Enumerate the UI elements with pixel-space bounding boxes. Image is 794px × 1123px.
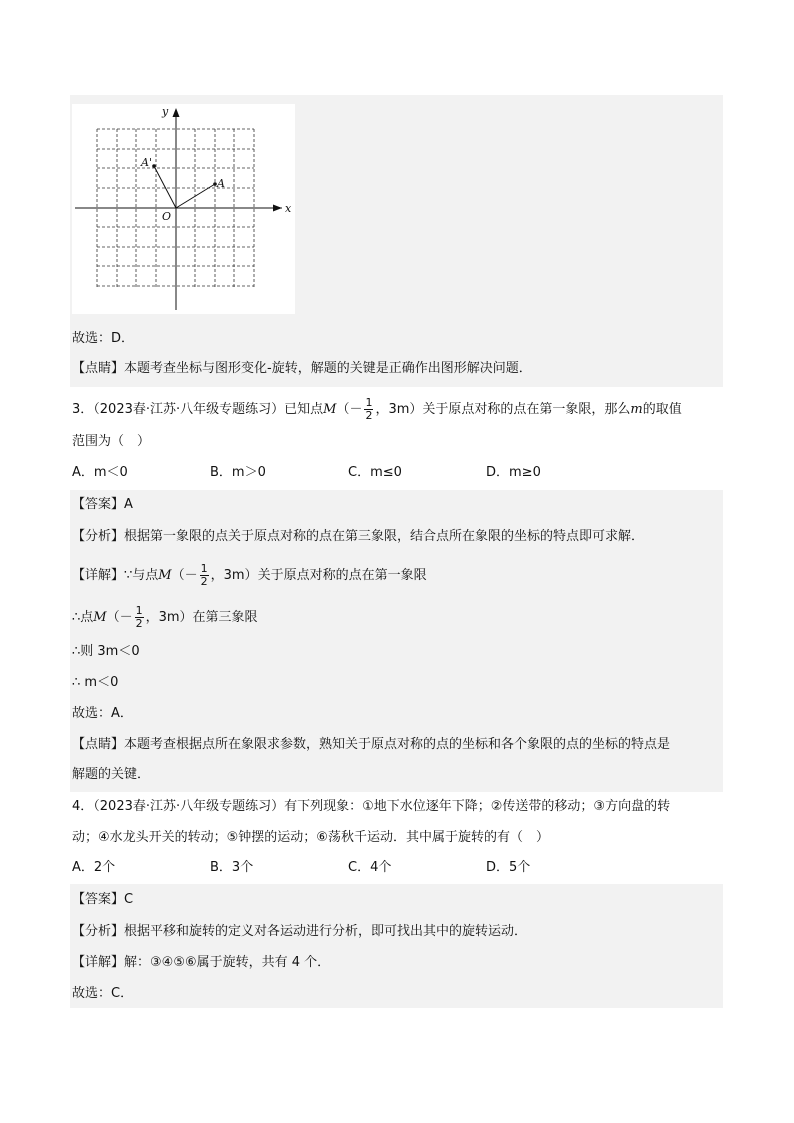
q3-fraction <box>364 397 373 422</box>
detail-tag: 【详解】 <box>72 955 125 970</box>
q3-coord2: ，3m） <box>375 402 423 417</box>
detail-paren: （－ <box>171 568 198 583</box>
q3-option-d: D．m≥0 <box>486 465 541 480</box>
step2-fraction <box>135 605 144 630</box>
segment-OA <box>176 184 215 208</box>
q3-analysis <box>72 527 644 547</box>
point-A-prime-label: A' <box>141 156 152 169</box>
q4-option-c: C．4个 <box>348 860 392 875</box>
q4-option-a: A．2个 <box>72 860 116 875</box>
point-A-prime <box>152 164 156 168</box>
q3-option-c: C．m≤0 <box>348 465 402 480</box>
step2-coord2: ，3m） <box>145 610 193 625</box>
q4-choice: 故选：C． <box>72 986 134 1001</box>
analysis-text: 根据第一象限的点关于原点对称的点在第三象限，结合点所在象限的坐标的特点即可求解． <box>124 529 645 544</box>
comment-text: 本题考查根据点所在象限求参数，熟知关于原点对称的点的坐标和各个象限的点的坐标的特点是 <box>124 737 671 752</box>
analysis-tag: 【分析】 <box>72 924 125 939</box>
q3-point-name: M <box>323 402 337 417</box>
q4-answer <box>72 890 133 910</box>
q3-stem-line2: 范围为（ ） <box>72 434 151 449</box>
segment-OA-prime <box>154 166 176 208</box>
q4-detail <box>72 953 330 973</box>
q3-option-a: A．m＜0 <box>72 465 128 480</box>
q3-answer <box>72 495 133 515</box>
detail-text: 解：③④⑤⑥属于旋转，共有 4 个． <box>124 955 331 970</box>
fraction-numerator: 1 <box>365 396 373 409</box>
q4-stem-line1: 4．（2023春·江苏·八年级专题练习）有下列现象：①地下水位逐年下降；②传送带的移动；③方向盘的转 <box>72 799 671 814</box>
q3-paren: （－ <box>336 402 363 417</box>
detail-coord2: ，3m） <box>210 568 258 583</box>
q3-stem-line1 <box>72 397 682 422</box>
fraction-numerator: 1 <box>135 604 143 617</box>
comment-tag: 【点睛】 <box>72 361 125 376</box>
detail-fraction <box>200 563 209 588</box>
detail-tag: 【详解】 <box>72 568 125 583</box>
comment-text: 本题考查坐标与图形变化-旋转，解题的关键是正确作出图形解决问题． <box>124 361 532 376</box>
step2-point-name: M <box>93 610 107 625</box>
answer-value: A <box>124 497 133 512</box>
q4-option-b: B．3个 <box>210 860 254 875</box>
q4-stem-line2: 动；④水龙头开关的转动；⑤钟摆的运动；⑥荡秋千运动．其中属于旋转的有（ ） <box>72 830 549 845</box>
detail-point-name: M <box>158 568 172 583</box>
rotation-figure <box>72 104 295 314</box>
coordinate-grid-diagram <box>72 104 295 314</box>
y-axis-arrow-icon <box>173 108 180 117</box>
q2-comment <box>72 359 532 379</box>
y-axis-label: y <box>162 105 169 118</box>
q3-variable: m <box>630 402 643 417</box>
q3-option-b: B．m＞0 <box>210 465 266 480</box>
x-axis-arrow-icon <box>273 205 282 212</box>
comment-tag: 【点睛】 <box>72 737 125 752</box>
q3-detail-line2 <box>72 605 258 630</box>
origin-label: O <box>162 210 172 223</box>
analysis-text: 根据平移和旋转的定义对各运动进行分析，即可找出其中的旋转运动． <box>124 924 528 939</box>
q3-choice: 故选：A． <box>72 706 133 721</box>
q4-option-d: D．5个 <box>486 860 531 875</box>
q3-detail-line1 <box>72 563 427 588</box>
answer-value: C <box>124 892 134 907</box>
x-axis-label: x <box>285 202 292 215</box>
q3-detail-step4: ∴ m＜0 <box>72 675 119 690</box>
q3-tail: 的取值 <box>642 402 682 417</box>
answer-tag: 【答案】 <box>72 497 125 512</box>
fraction-denominator: 2 <box>200 575 208 588</box>
fraction-numerator: 1 <box>200 562 208 575</box>
q4-solution-background <box>70 884 723 1008</box>
detail-after: 关于原点对称的点在第一象限 <box>257 568 427 583</box>
q3-comment-line1 <box>72 735 670 755</box>
answer-tag: 【答案】 <box>72 892 125 907</box>
q4-analysis <box>72 922 527 942</box>
q3-condition: 关于原点对称的点在第一象限，那么 <box>422 402 631 417</box>
step2-prefix: ∴点 <box>72 610 94 625</box>
step2-paren: （－ <box>106 610 133 625</box>
fraction-denominator: 2 <box>365 409 373 422</box>
detail-prefix: ∵与点 <box>124 568 159 583</box>
fraction-denominator: 2 <box>135 617 143 630</box>
q3-source: 3．（2023春·江苏·八年级专题练习）已知点 <box>72 402 324 417</box>
q3-detail-step3: ∴则 3m＜0 <box>72 644 140 659</box>
q2-choice: 故选：D． <box>72 331 135 346</box>
step2-after: 在第三象限 <box>192 610 258 625</box>
point-A-label: A <box>217 177 225 190</box>
analysis-tag: 【分析】 <box>72 529 125 544</box>
q3-comment-line2: 解题的关键． <box>72 767 151 782</box>
